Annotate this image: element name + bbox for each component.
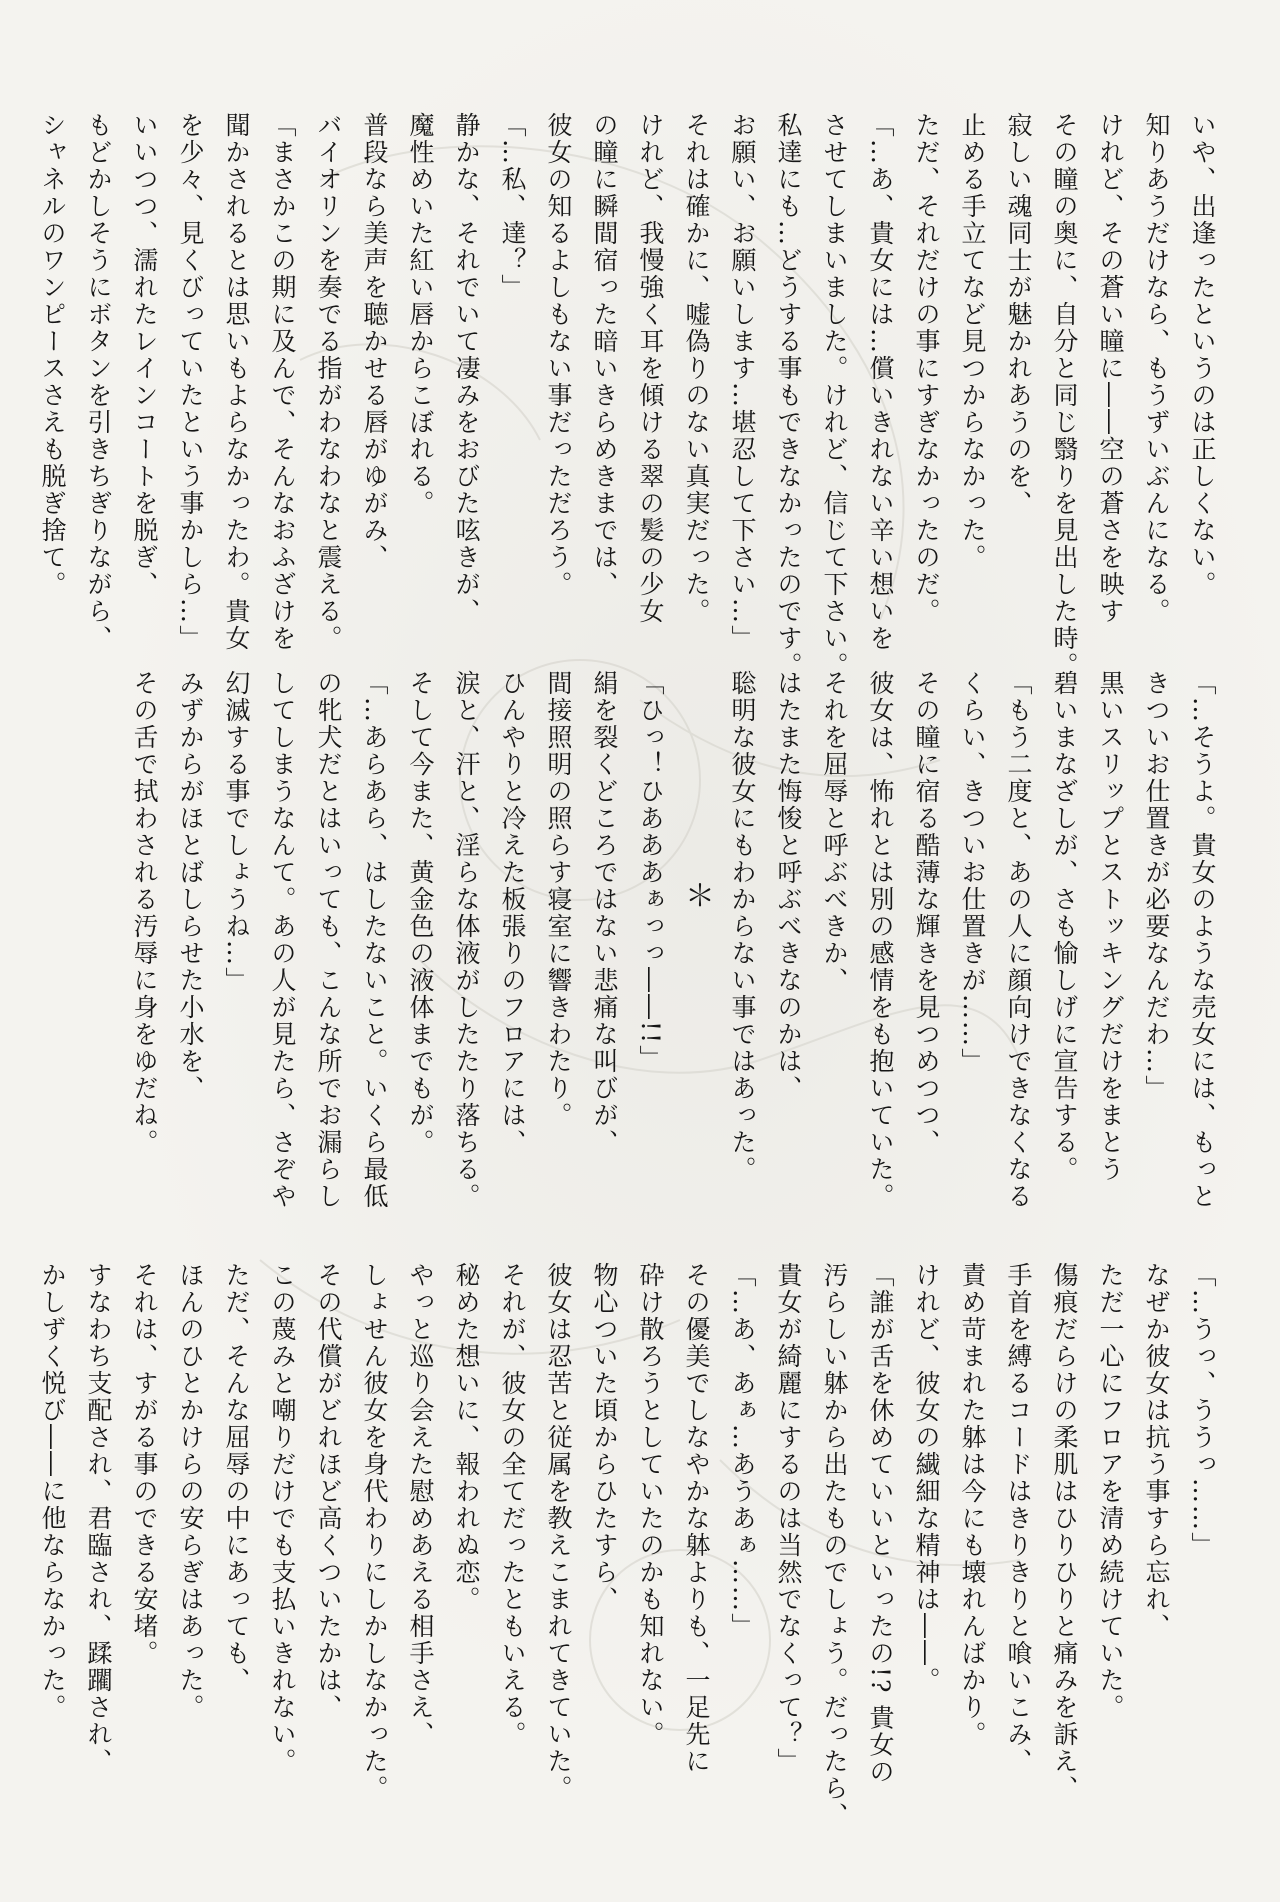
text-line: ただ、それだけの事にすぎなかったのだ。 <box>912 112 941 625</box>
text-line: 貴女が綺麗にするのは当然でなくって？」 <box>774 1262 803 1775</box>
text-line: いや、出逢ったというのは正しくない。 <box>1188 112 1217 598</box>
text-line: いいつつ、濡れたレインコートを脱ぎ、 <box>130 112 159 598</box>
text-line: その瞳に宿る酷薄な輝きを見つめつつ、 <box>912 670 941 1156</box>
text-line: けれど、その蒼い瞳に――空の蒼さを映す <box>1096 112 1125 625</box>
text-line: はたまた悔悛と呼ぶべきなのかは、 <box>774 670 803 1102</box>
text-line: この蔑みと嘲りだけでも支払いきれない。 <box>268 1262 297 1775</box>
text-line: 黒いスリップとストッキングだけをまとう <box>1096 670 1125 1183</box>
text-line: しょせん彼女を身代わりにしかしなかった。 <box>360 1262 389 1802</box>
text-line: 彼女は、怖れとは別の感情をも抱いていた。 <box>866 670 895 1210</box>
text-line: 「…うっ、ううっ……」 <box>1188 1262 1217 1559</box>
text-line: させてしまいました。けれど、信じて下さい。 <box>820 112 849 679</box>
text-line: 知りあうだけなら、もうずいぶんになる。 <box>1142 112 1171 625</box>
text-line: 汚らしい躰から出たものでしょう。だったら、 <box>820 1262 849 1829</box>
text-line: けれど、我慢強く耳を傾ける翠の髪の少女 <box>636 112 665 625</box>
text-line: 「…そうよ。貴女のような売女には、もっと <box>1188 670 1217 1210</box>
text-line: 魔性めいた紅い唇からこぼれる。 <box>406 112 435 517</box>
text-line: けれど、彼女の繊細な精神は――。 <box>912 1262 941 1694</box>
text-line: 静かな、それでいて凄みをおびた呟きが、 <box>452 112 481 625</box>
text-line: なぜか彼女は抗う事すら忘れ、 <box>1142 1262 1171 1640</box>
text-line: 「誰が舌を休めていいといったの!? 貴女の <box>866 1262 895 1786</box>
text-line: ただ、そんな屈辱の中にあっても、 <box>222 1262 251 1694</box>
text-line: みずからがほとばしらせた小水を、 <box>176 670 205 1102</box>
text-line: 「もう二度と、あの人に顔向けできなくなる <box>1004 670 1033 1210</box>
text-line: 彼女の知るよしもない事だっただろう。 <box>544 112 573 598</box>
text-line: その瞳の奥に、自分と同じ翳りを見出した時。 <box>1050 112 1079 679</box>
text-block-bottom <box>38 1262 1225 1829</box>
text-line: シャネルのワンピースさえも脱ぎ捨て。 <box>38 112 67 598</box>
text-line: もどかしそうにボタンを引きちぎりながら、 <box>84 112 113 652</box>
text-line: ひんやりと冷えた板張りのフロアには、 <box>498 670 527 1156</box>
text-line: それを屈辱と呼ぶべきか、 <box>820 670 849 994</box>
text-line: 間接照明の照らす寝室に響きわたり。 <box>544 670 573 1129</box>
text-line: 「まさかこの期に及んで、そんなおふざけを <box>268 112 297 652</box>
text-line: その舌で拭わされる汚辱に身をゆだね。 <box>130 670 159 1156</box>
text-line: ほんのひとかけらの安らぎはあった。 <box>176 1262 205 1721</box>
text-line: 物心ついた頃からひたすら、 <box>590 1262 619 1613</box>
text-line: バイオリンを奏でる指がわなわなと震える。 <box>314 112 343 652</box>
text-line: 秘めた想いに、報われぬ恋。 <box>452 1262 481 1613</box>
text-line: それは、すがる事のできる安堵。 <box>130 1262 159 1667</box>
text-line: その代償がどれほど高くついたかは、 <box>314 1262 343 1721</box>
text-line: の牝犬だとはいっても、こんな所でお漏らし <box>314 670 343 1210</box>
text-line: そして今また、黄金色の液体までもが。 <box>406 670 435 1156</box>
text-line: 「…あ、貴女には…償いきれない辛い想いを <box>866 112 895 652</box>
text-line: 絹を裂くどころではない悲痛な叫びが、 <box>590 670 619 1156</box>
text-line: 普段なら美声を聴かせる唇がゆがみ、 <box>360 112 389 571</box>
text-line: お願い、お願いします…堪忍して下さい…」 <box>728 112 757 652</box>
text-line: すなわち支配され、君臨され、蹂躙され、 <box>84 1262 113 1775</box>
section-separator: ＊ <box>679 880 714 912</box>
text-line: くらい、きついお仕置きが……」 <box>958 670 987 1075</box>
text-line: 幻滅する事でしょうね…」 <box>222 670 251 994</box>
text-line: 聡明な彼女にもわからない事ではあった。 <box>728 670 757 1183</box>
text-line: 傷痕だらけの柔肌はひりひりと痛みを訴え、 <box>1050 1262 1079 1802</box>
text-block-middle <box>45 670 1225 1260</box>
text-line: 涙と、汗と、淫らな体液がしたたり落ちる。 <box>452 670 481 1210</box>
text-line: 碧いまなざしが、さも愉しげに宣告する。 <box>1050 670 1079 1183</box>
text-line: 止める手立てなど見つからなかった。 <box>958 112 987 571</box>
text-line: 「…あ、あぁ…あうあぁ……」 <box>728 1262 757 1640</box>
text-line: 寂しい魂同士が魅かれあうのを、 <box>1004 112 1033 517</box>
text-line: その優美でしなやかな躰よりも、一足先に <box>682 1262 711 1775</box>
text-line: 責め苛まれた躰は今にも壊れんばかり。 <box>958 1262 987 1748</box>
text-line: 「ひっ！ひあああぁっっ――!!」 <box>636 670 665 1073</box>
text-line: を少々、見くびっていたという事かしら…」 <box>176 112 205 652</box>
text-line: かしずく悦び――に他ならなかった。 <box>38 1262 67 1721</box>
text-line: きついお仕置きが必要なんだわ…」 <box>1142 670 1171 1102</box>
text-line: やっと巡り会えた慰めあえる相手さえ、 <box>406 1262 435 1748</box>
text-line: 手首を縛るコードはきりきりと喰いこみ、 <box>1004 1262 1033 1775</box>
text-line: 彼女は忍苦と従属を教えこまれてきていた。 <box>544 1262 573 1802</box>
text-line: 砕け散ろうとしていたのかも知れない。 <box>636 1262 665 1748</box>
text-block-top <box>38 112 1225 682</box>
text-line: してしまうなんて。あの人が見たら、さぞや <box>268 670 297 1210</box>
text-line: の瞳に瞬間宿った暗いきらめきまでは、 <box>590 112 619 598</box>
text-line: それが、彼女の全てだったともいえる。 <box>498 1262 527 1748</box>
text-line: 「…私、達？」 <box>498 112 527 301</box>
text-line: それは確かに、嘘偽りのない真実だった。 <box>682 112 711 625</box>
text-line: 私達にも…どうする事もできなかったのです。 <box>774 112 803 679</box>
text-line: ただ一心にフロアを清め続けていた。 <box>1096 1262 1125 1721</box>
text-line: 聞かされるとは思いもよらなかったわ。貴女 <box>222 112 251 652</box>
text-line: 「…あらあら、はしたないこと。いくら最低 <box>360 670 389 1210</box>
